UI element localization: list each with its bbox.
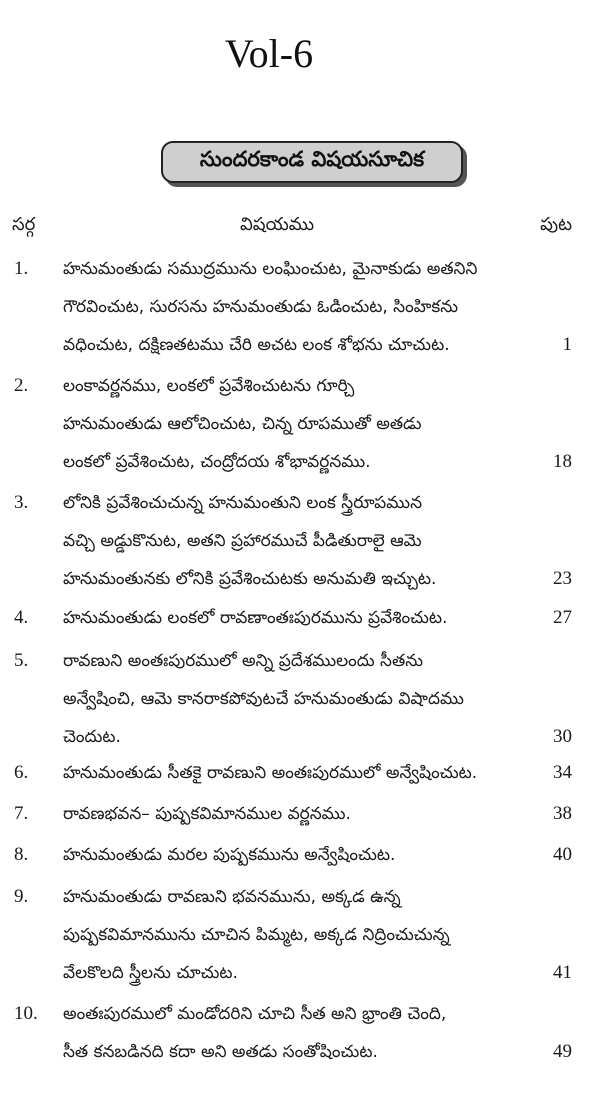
entry-number: 10. <box>14 1003 38 1024</box>
entry-text-line: అన్వేషించి, ఆమె కానరాకపోవుటచే హనుమంతుడు విషాదము <box>63 689 464 709</box>
entry-number: 7. <box>14 803 29 824</box>
entry-text-line: వధించుట, దక్షిణతటము చేరి అచట లంక శోభను చూచుట. <box>63 335 450 355</box>
entry-text-line: అంతఃపురములో మండోదరిని చూచి సీత అని భ్రాంతి చెంది, <box>63 1004 447 1024</box>
entry-number: 9. <box>14 886 29 907</box>
entry-text-line: రావణభవన– పుష్పకవిమానముల వర్ణనము. <box>63 804 351 824</box>
entry-page-number: 38 <box>553 803 572 824</box>
entry-text-line: హనుమంతుడు మరల పుష్పకమును అన్వేషించుట. <box>63 845 396 865</box>
entry-page-number: 1 <box>562 334 572 355</box>
entry-number: 2. <box>14 375 29 396</box>
entry-number: 8. <box>14 844 29 865</box>
column-header-row <box>12 214 572 244</box>
entry-text-line: వచ్చి అడ్డుకొనుట, అతని ప్రహారముచే పీడితురాలై ఆమె <box>63 531 422 551</box>
entry-page-number: 40 <box>553 844 572 865</box>
entry-page-number: 49 <box>553 1041 572 1062</box>
entry-text-line: గౌరవించుట, సురసను హనుమంతుడు ఓడించుట, సింహికను <box>63 297 459 317</box>
entry-text-line: వేలకొలది స్త్రీలను చూచుట. <box>63 963 238 983</box>
entry-text-line: హనుమంతుడు సముద్రమును లంఘించుట, మైనాకుడు అతనిని <box>63 259 478 279</box>
entry-text-line: రావణుని అంతఃపురములో అన్ని ప్రదేశములందు సీతను <box>63 651 424 671</box>
entry-text-line: సీత కనబడినది కదా అని అతడు సంతోషించుట. <box>63 1042 378 1062</box>
entry-number: 1. <box>14 258 29 279</box>
entry-page-number: 27 <box>553 607 572 628</box>
entry-text-line: లోనికి ప్రవేశించుచున్న హనుమంతుని లంక స్త్రీరూపమున <box>63 493 422 513</box>
column-header-subject: విషయము <box>240 214 315 235</box>
volume-heading: Vol-6 <box>224 31 314 76</box>
entry-page-number: 18 <box>553 451 572 472</box>
entry-page-number: 23 <box>553 568 572 589</box>
entry-text-line: హనుమంతుడు ఆలోచించుట, చిన్న రూపముతో అతడు <box>63 414 422 434</box>
column-header-sarga: సర్గ <box>12 214 36 235</box>
entry-text-line: లంకావర్ణనము, లంకలో ప్రవేశించుటను గూర్చి <box>63 376 355 396</box>
entry-text-line: చెందుట. <box>63 727 121 747</box>
entry-number: 6. <box>14 762 29 783</box>
entry-text-line: లంకలో ప్రవేశించుట, చంద్రోదయ శోభావర్ణనము. <box>63 452 371 472</box>
entry-text-line: హనుమంతుడు రావణుని భవనమును, అక్కడ ఉన్న <box>63 887 401 907</box>
entry-text-line: హనుమంతునకు లోనికి ప్రవేశించుటకు అనుమతి ఇచ్చుట. <box>63 569 437 589</box>
entry-text-line: హనుమంతుడు లంకలో రావణాంతఃపురమును ప్రవేశించుట. <box>63 608 448 628</box>
entry-text-line: పుష్పకవిమానమును చూచిన పిమ్మట, అక్కడ నిద్రించుచున్న <box>63 925 450 945</box>
section-title-banner: సుందరకాండ విషయసూచిక <box>161 141 463 183</box>
entry-page-number: 41 <box>553 962 572 983</box>
entry-number: 5. <box>14 650 29 671</box>
entry-text-line: హనుమంతుడు సీతకై రావణుని అంతఃపురములో అన్వేషించుట. <box>63 763 478 783</box>
entry-number: 4. <box>14 607 29 628</box>
entry-number: 3. <box>14 492 29 513</box>
entry-page-number: 30 <box>553 726 572 747</box>
entry-page-number: 34 <box>553 762 572 783</box>
column-header-page: పుట <box>540 214 572 235</box>
